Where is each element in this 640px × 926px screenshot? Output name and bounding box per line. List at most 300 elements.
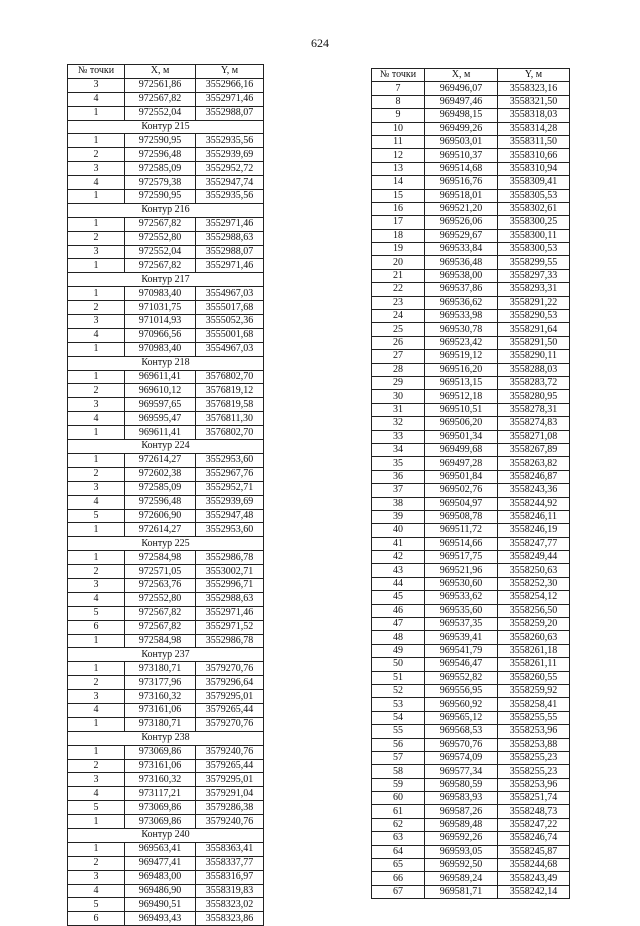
point-number-cell: 1 <box>68 815 125 829</box>
y-coordinate-cell: 3558309,41 <box>498 176 570 189</box>
y-coordinate-cell: 3558256,50 <box>498 604 570 617</box>
x-coordinate-cell: 972563,76 <box>125 578 196 592</box>
table-row <box>372 537 570 550</box>
y-coordinate-cell: 3552971,46 <box>196 259 264 273</box>
x-coordinate-cell: 969556,95 <box>425 684 498 697</box>
table-row <box>68 370 264 384</box>
x-coordinate-cell: 969546,47 <box>425 658 498 671</box>
y-coordinate-cell: 3558267,89 <box>498 443 570 456</box>
table-row <box>372 711 570 724</box>
y-coordinate-cell: 3558243,36 <box>498 484 570 497</box>
point-number-cell: 42 <box>372 551 425 564</box>
point-number-cell: 55 <box>372 725 425 738</box>
table-header-row <box>68 65 264 79</box>
x-coordinate-cell: 969523,42 <box>425 336 498 349</box>
y-coordinate-cell: 3558246,19 <box>498 524 570 537</box>
y-coordinate-cell: 3558255,55 <box>498 711 570 724</box>
table-row <box>372 82 570 95</box>
x-coordinate-cell: 972590,95 <box>125 190 196 204</box>
y-coordinate-cell: 3558255,23 <box>498 751 570 764</box>
x-coordinate-cell: 969593,05 <box>425 845 498 858</box>
x-coordinate-cell: 972567,82 <box>125 259 196 273</box>
x-coordinate-cell: 969539,41 <box>425 631 498 644</box>
x-coordinate-cell: 972579,38 <box>125 176 196 190</box>
y-coordinate-cell: 3558271,08 <box>498 430 570 443</box>
y-coordinate-cell: 3558300,53 <box>498 243 570 256</box>
x-coordinate-cell: 969568,53 <box>425 725 498 738</box>
y-coordinate-cell: 3579240,76 <box>196 745 264 759</box>
y-coordinate-cell: 3558245,87 <box>498 845 570 858</box>
table-row <box>372 751 570 764</box>
y-coordinate-cell: 3579265,44 <box>196 759 264 773</box>
x-coordinate-cell: 972584,98 <box>125 551 196 565</box>
point-number-cell: 1 <box>68 634 125 648</box>
y-coordinate-cell: 3558305,53 <box>498 189 570 202</box>
point-number-cell: 27 <box>372 350 425 363</box>
y-coordinate-cell: 3552971,46 <box>196 606 264 620</box>
header-x: X, м <box>125 65 196 79</box>
point-number-cell: 10 <box>372 122 425 135</box>
contour-header-row <box>68 440 264 454</box>
y-coordinate-cell: 3558244,68 <box>498 859 570 872</box>
y-coordinate-cell: 3558260,55 <box>498 671 570 684</box>
x-coordinate-cell: 969514,66 <box>425 537 498 550</box>
x-coordinate-cell: 969592,50 <box>425 859 498 872</box>
table-row <box>68 662 264 676</box>
x-coordinate-cell: 973161,06 <box>125 703 196 717</box>
y-coordinate-cell: 3552988,07 <box>196 106 264 120</box>
point-number-cell: 1 <box>68 370 125 384</box>
x-coordinate-cell: 969503,01 <box>425 135 498 148</box>
y-coordinate-cell: 3554967,03 <box>196 287 264 301</box>
table-row <box>372 805 570 818</box>
table-row <box>372 524 570 537</box>
y-coordinate-cell: 3576819,58 <box>196 398 264 412</box>
x-coordinate-cell: 969595,47 <box>125 412 196 426</box>
y-coordinate-cell: 3558254,12 <box>498 591 570 604</box>
point-number-cell: 12 <box>372 149 425 162</box>
header-point-number: № точки <box>68 65 125 79</box>
y-coordinate-cell: 3552939,69 <box>196 495 264 509</box>
point-number-cell: 66 <box>372 872 425 885</box>
contour-label: Контур 225 <box>68 537 264 551</box>
point-number-cell: 6 <box>68 912 125 926</box>
point-number-cell: 63 <box>372 832 425 845</box>
table-row <box>68 773 264 787</box>
table-row <box>68 231 264 245</box>
point-number-cell: 4 <box>68 787 125 801</box>
point-number-cell: 18 <box>372 229 425 242</box>
y-coordinate-cell: 3554967,03 <box>196 342 264 356</box>
table-row <box>372 296 570 309</box>
y-coordinate-cell: 3558261,18 <box>498 644 570 657</box>
point-number-cell: 46 <box>372 604 425 617</box>
x-coordinate-cell: 969530,60 <box>425 577 498 590</box>
x-coordinate-cell: 969506,20 <box>425 417 498 430</box>
table-row <box>68 551 264 565</box>
point-number-cell: 3 <box>68 690 125 704</box>
y-coordinate-cell: 3558246,87 <box>498 470 570 483</box>
y-coordinate-cell: 3558337,77 <box>196 856 264 870</box>
x-coordinate-cell: 973180,71 <box>125 717 196 731</box>
y-coordinate-cell: 3558242,14 <box>498 885 570 898</box>
y-coordinate-cell: 3552947,74 <box>196 176 264 190</box>
point-number-cell: 34 <box>372 443 425 456</box>
y-coordinate-cell: 3579295,01 <box>196 773 264 787</box>
point-number-cell: 5 <box>68 606 125 620</box>
y-coordinate-cell: 3555001,68 <box>196 328 264 342</box>
y-coordinate-cell: 3579270,76 <box>196 717 264 731</box>
point-number-cell: 16 <box>372 202 425 215</box>
point-number-cell: 50 <box>372 658 425 671</box>
x-coordinate-cell: 972571,05 <box>125 565 196 579</box>
contour-header-row <box>68 828 264 842</box>
table-row <box>372 631 570 644</box>
y-coordinate-cell: 3552953,60 <box>196 523 264 537</box>
x-coordinate-cell: 969577,34 <box>425 765 498 778</box>
point-number-cell: 38 <box>372 497 425 510</box>
point-number-cell: 13 <box>372 162 425 175</box>
y-coordinate-cell: 3558302,61 <box>498 202 570 215</box>
table-row <box>68 412 264 426</box>
table-row <box>68 315 264 329</box>
table-row <box>68 815 264 829</box>
x-coordinate-cell: 969537,35 <box>425 618 498 631</box>
x-coordinate-cell: 969529,67 <box>425 229 498 242</box>
table-row <box>68 620 264 634</box>
point-number-cell: 1 <box>68 453 125 467</box>
table-row <box>68 176 264 190</box>
point-number-cell: 41 <box>372 537 425 550</box>
point-number-cell: 23 <box>372 296 425 309</box>
x-coordinate-cell: 969610,12 <box>125 384 196 398</box>
point-number-cell: 54 <box>372 711 425 724</box>
x-coordinate-cell: 969519,12 <box>425 350 498 363</box>
table-row <box>372 122 570 135</box>
y-coordinate-cell: 3579286,38 <box>196 801 264 815</box>
point-number-cell: 8 <box>372 95 425 108</box>
point-number-cell: 3 <box>68 245 125 259</box>
point-number-cell: 58 <box>372 765 425 778</box>
y-coordinate-cell: 3558253,88 <box>498 738 570 751</box>
point-number-cell: 43 <box>372 564 425 577</box>
table-row <box>372 216 570 229</box>
y-coordinate-cell: 3558319,83 <box>196 884 264 898</box>
y-coordinate-cell: 3552971,46 <box>196 217 264 231</box>
point-number-cell: 1 <box>68 106 125 120</box>
x-coordinate-cell: 969536,62 <box>425 296 498 309</box>
y-coordinate-cell: 3579240,76 <box>196 815 264 829</box>
x-coordinate-cell: 973069,86 <box>125 801 196 815</box>
header-point-number: № точки <box>372 69 425 82</box>
table-row <box>372 551 570 564</box>
point-number-cell: 61 <box>372 805 425 818</box>
table-row <box>68 690 264 704</box>
table-row <box>372 256 570 269</box>
x-coordinate-cell: 972614,27 <box>125 523 196 537</box>
table-row <box>68 509 264 523</box>
point-number-cell: 6 <box>68 620 125 634</box>
x-coordinate-cell: 969498,15 <box>425 109 498 122</box>
y-coordinate-cell: 3552967,76 <box>196 467 264 481</box>
table-row <box>372 845 570 858</box>
y-coordinate-cell: 3552971,52 <box>196 620 264 634</box>
table-row <box>68 162 264 176</box>
point-number-cell: 52 <box>372 684 425 697</box>
y-coordinate-cell: 3552952,71 <box>196 481 264 495</box>
x-coordinate-cell: 969510,37 <box>425 149 498 162</box>
table-row <box>68 745 264 759</box>
point-number-cell: 24 <box>372 310 425 323</box>
point-number-cell: 3 <box>68 578 125 592</box>
contour-label: Контур 216 <box>68 203 264 217</box>
x-coordinate-cell: 969510,51 <box>425 403 498 416</box>
point-number-cell: 3 <box>68 773 125 787</box>
table-row <box>372 336 570 349</box>
point-number-cell: 48 <box>372 631 425 644</box>
x-coordinate-cell: 973180,71 <box>125 662 196 676</box>
table-row <box>68 301 264 315</box>
y-coordinate-cell: 3579295,01 <box>196 690 264 704</box>
y-coordinate-cell: 3558246,11 <box>498 510 570 523</box>
x-coordinate-cell: 969611,41 <box>125 426 196 440</box>
y-coordinate-cell: 3552988,07 <box>196 245 264 259</box>
point-number-cell: 2 <box>68 301 125 315</box>
y-coordinate-cell: 3579291,04 <box>196 787 264 801</box>
point-number-cell: 33 <box>372 430 425 443</box>
point-number-cell: 35 <box>372 457 425 470</box>
point-number-cell: 1 <box>68 662 125 676</box>
table-row <box>372 859 570 872</box>
coordinates-table-left <box>67 64 264 926</box>
point-number-cell: 2 <box>68 384 125 398</box>
table-row <box>68 912 264 926</box>
point-number-cell: 4 <box>68 176 125 190</box>
y-coordinate-cell: 3558323,02 <box>196 898 264 912</box>
y-coordinate-cell: 3558290,11 <box>498 350 570 363</box>
table-row <box>372 109 570 122</box>
x-coordinate-cell: 973069,86 <box>125 745 196 759</box>
y-coordinate-cell: 3552953,60 <box>196 453 264 467</box>
x-coordinate-cell: 969541,79 <box>425 644 498 657</box>
point-number-cell: 4 <box>68 412 125 426</box>
table-row <box>372 162 570 175</box>
x-coordinate-cell: 973069,86 <box>125 815 196 829</box>
x-coordinate-cell: 971031,75 <box>125 301 196 315</box>
x-coordinate-cell: 969565,12 <box>425 711 498 724</box>
table-row <box>372 350 570 363</box>
table-row <box>68 245 264 259</box>
x-coordinate-cell: 969501,34 <box>425 430 498 443</box>
x-coordinate-cell: 972614,27 <box>125 453 196 467</box>
contour-header-row <box>68 120 264 134</box>
contour-header-row <box>68 356 264 370</box>
x-coordinate-cell: 970983,40 <box>125 342 196 356</box>
contour-header-row <box>68 203 264 217</box>
y-coordinate-cell: 3558261,11 <box>498 658 570 671</box>
table-row <box>372 604 570 617</box>
table-row <box>372 832 570 845</box>
point-number-cell: 2 <box>68 467 125 481</box>
x-coordinate-cell: 969530,78 <box>425 323 498 336</box>
page-number: 624 <box>311 36 329 50</box>
y-coordinate-cell: 3558258,41 <box>498 698 570 711</box>
table-row <box>68 342 264 356</box>
y-coordinate-cell: 3558310,66 <box>498 149 570 162</box>
point-number-cell: 25 <box>372 323 425 336</box>
y-coordinate-cell: 3558255,23 <box>498 765 570 778</box>
table-row <box>372 283 570 296</box>
y-coordinate-cell: 3558323,16 <box>498 82 570 95</box>
x-coordinate-cell: 972596,48 <box>125 495 196 509</box>
point-number-cell: 3 <box>68 315 125 329</box>
table-row <box>372 202 570 215</box>
y-coordinate-cell: 3558297,33 <box>498 269 570 282</box>
header-y: Y, м <box>196 65 264 79</box>
table-row <box>68 884 264 898</box>
x-coordinate-cell: 969526,06 <box>425 216 498 229</box>
x-coordinate-cell: 972561,86 <box>125 78 196 92</box>
table-row <box>372 658 570 671</box>
header-y: Y, м <box>498 69 570 82</box>
y-coordinate-cell: 3558318,03 <box>498 109 570 122</box>
table-row <box>372 243 570 256</box>
table-row <box>372 644 570 657</box>
contour-label: Контур 218 <box>68 356 264 370</box>
table-row <box>372 684 570 697</box>
point-number-cell: 1 <box>68 426 125 440</box>
table-row <box>372 725 570 738</box>
table-row <box>68 92 264 106</box>
x-coordinate-cell: 972590,95 <box>125 134 196 148</box>
point-number-cell: 51 <box>372 671 425 684</box>
table-row <box>68 565 264 579</box>
y-coordinate-cell: 3558278,31 <box>498 403 570 416</box>
x-coordinate-cell: 969504,97 <box>425 497 498 510</box>
y-coordinate-cell: 3558249,44 <box>498 551 570 564</box>
table-row <box>68 467 264 481</box>
point-number-cell: 47 <box>372 618 425 631</box>
point-number-cell: 2 <box>68 856 125 870</box>
table-row <box>68 759 264 773</box>
table-row <box>68 523 264 537</box>
y-coordinate-cell: 3558251,74 <box>498 792 570 805</box>
table-row <box>372 497 570 510</box>
point-number-cell: 1 <box>68 551 125 565</box>
y-coordinate-cell: 3552986,78 <box>196 551 264 565</box>
y-coordinate-cell: 3558248,73 <box>498 805 570 818</box>
y-coordinate-cell: 3558246,74 <box>498 832 570 845</box>
y-coordinate-cell: 3552935,56 <box>196 134 264 148</box>
point-number-cell: 40 <box>372 524 425 537</box>
y-coordinate-cell: 3579265,44 <box>196 703 264 717</box>
table-row <box>68 592 264 606</box>
x-coordinate-cell: 969535,60 <box>425 604 498 617</box>
x-coordinate-cell: 969512,18 <box>425 390 498 403</box>
table-row <box>372 363 570 376</box>
table-row <box>68 856 264 870</box>
y-coordinate-cell: 3558300,25 <box>498 216 570 229</box>
y-coordinate-cell: 3558323,86 <box>196 912 264 926</box>
x-coordinate-cell: 969537,86 <box>425 283 498 296</box>
y-coordinate-cell: 3552988,63 <box>196 231 264 245</box>
table-row <box>68 398 264 412</box>
x-coordinate-cell: 973177,96 <box>125 676 196 690</box>
y-coordinate-cell: 3558288,03 <box>498 363 570 376</box>
point-number-cell: 1 <box>68 842 125 856</box>
x-coordinate-cell: 969552,82 <box>425 671 498 684</box>
point-number-cell: 65 <box>372 859 425 872</box>
point-number-cell: 4 <box>68 495 125 509</box>
point-number-cell: 62 <box>372 818 425 831</box>
point-number-cell: 1 <box>68 190 125 204</box>
point-number-cell: 7 <box>372 82 425 95</box>
table-row <box>372 778 570 791</box>
y-coordinate-cell: 3558243,49 <box>498 872 570 885</box>
header-x: X, м <box>425 69 498 82</box>
y-coordinate-cell: 3558244,92 <box>498 497 570 510</box>
point-number-cell: 37 <box>372 484 425 497</box>
y-coordinate-cell: 3558363,41 <box>196 842 264 856</box>
x-coordinate-cell: 972585,09 <box>125 481 196 495</box>
point-number-cell: 4 <box>68 592 125 606</box>
x-coordinate-cell: 969516,20 <box>425 363 498 376</box>
point-number-cell: 29 <box>372 376 425 389</box>
table-row <box>372 403 570 416</box>
table-row <box>68 453 264 467</box>
x-coordinate-cell: 972552,04 <box>125 245 196 259</box>
point-number-cell: 20 <box>372 256 425 269</box>
x-coordinate-cell: 969490,51 <box>125 898 196 912</box>
x-coordinate-cell: 972567,82 <box>125 217 196 231</box>
x-coordinate-cell: 969516,76 <box>425 176 498 189</box>
point-number-cell: 44 <box>372 577 425 590</box>
point-number-cell: 3 <box>68 870 125 884</box>
coordinates-table-right <box>371 68 570 899</box>
x-coordinate-cell: 969477,41 <box>125 856 196 870</box>
y-coordinate-cell: 3552939,69 <box>196 148 264 162</box>
table-row <box>68 148 264 162</box>
x-coordinate-cell: 969517,75 <box>425 551 498 564</box>
table-row <box>68 870 264 884</box>
y-coordinate-cell: 3558293,31 <box>498 283 570 296</box>
table-row <box>372 229 570 242</box>
point-number-cell: 60 <box>372 792 425 805</box>
point-number-cell: 4 <box>68 328 125 342</box>
point-number-cell: 4 <box>68 884 125 898</box>
x-coordinate-cell: 969587,26 <box>425 805 498 818</box>
x-coordinate-cell: 969536,48 <box>425 256 498 269</box>
x-coordinate-cell: 969499,68 <box>425 443 498 456</box>
x-coordinate-cell: 969563,41 <box>125 842 196 856</box>
point-number-cell: 5 <box>68 801 125 815</box>
table-row <box>372 376 570 389</box>
point-number-cell: 56 <box>372 738 425 751</box>
x-coordinate-cell: 973160,32 <box>125 773 196 787</box>
table-row <box>372 269 570 282</box>
x-coordinate-cell: 969502,76 <box>425 484 498 497</box>
table-row <box>372 457 570 470</box>
point-number-cell: 1 <box>68 287 125 301</box>
table-row <box>372 417 570 430</box>
y-coordinate-cell: 3558300,11 <box>498 229 570 242</box>
x-coordinate-cell: 969533,84 <box>425 243 498 256</box>
y-coordinate-cell: 3558259,20 <box>498 618 570 631</box>
y-coordinate-cell: 3552966,16 <box>196 78 264 92</box>
x-coordinate-cell: 969493,43 <box>125 912 196 926</box>
y-coordinate-cell: 3558311,50 <box>498 135 570 148</box>
table-row <box>372 149 570 162</box>
